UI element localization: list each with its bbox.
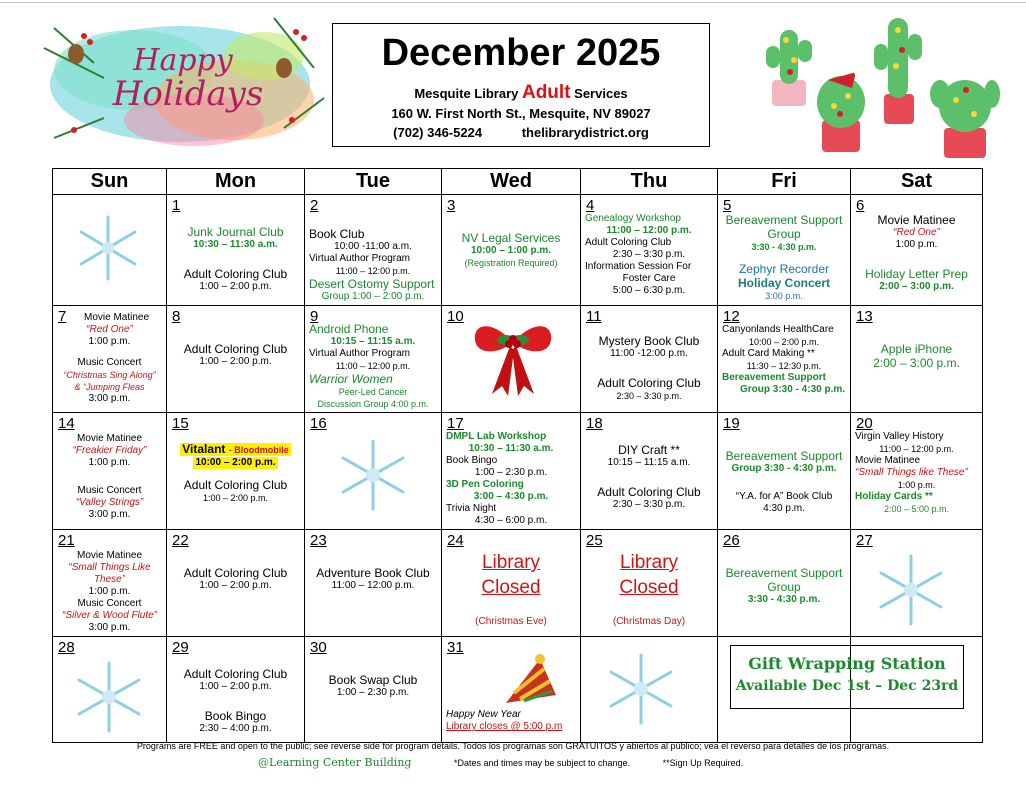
event-time: 1:00 p.m. (895, 239, 938, 250)
event-subtitle: “Small Things like These” (855, 467, 968, 478)
event-subtitle: “Red One” (893, 227, 940, 238)
library-address: 160 W. First North St., Mesquite, NV 89027 (391, 106, 651, 121)
event-title: Genealogy Workshop (585, 213, 681, 224)
event-time: 10:15 – 11:15 a.m. (330, 336, 416, 347)
event-title: Bereavement Support (725, 449, 843, 463)
event-title: Bereavement Support (725, 566, 843, 580)
day-number: 1 (172, 197, 181, 214)
event-subtitle: “Freakier Friday” (72, 445, 147, 456)
day-cell-24[interactable] (442, 530, 581, 637)
day-number: 19 (723, 415, 740, 432)
event-time: 10:00 – 2:00 p.m. (748, 337, 820, 347)
event-title: Information Session For (585, 261, 692, 272)
event-title: Junk Journal Club (187, 225, 284, 239)
library-phone: (702) 346-5224 (393, 125, 483, 140)
event-subtitle: “Christmas Sing Along” (63, 370, 156, 380)
day-number: 23 (310, 532, 327, 549)
cactus-christmas-art (760, 10, 1000, 162)
event-time: 11:00 – 12:00 p.m. (335, 266, 411, 276)
event-time: 11:00 – 12:00 p.m. (331, 580, 415, 591)
day-cell-30[interactable] (305, 637, 442, 743)
event-title: DMPL Lab Workshop (446, 431, 547, 442)
event-title: Movie Matinee (855, 455, 921, 466)
art-text-happy: Happy (133, 43, 233, 78)
event-time: 3:30 - 4:30 p.m. (747, 594, 821, 605)
event-time: 2:00 – 3:00 p.m. (879, 281, 954, 292)
gift-wrapping-dates: Available Dec 1st – Dec 23rd (735, 678, 959, 694)
event-time: 10:15 – 11:15 a.m. (607, 457, 691, 468)
event-time: 1:00 p.m. (88, 586, 131, 597)
event-title: Group (767, 227, 801, 241)
event-title: Book Bingo (446, 455, 498, 466)
day-cell-23[interactable] (305, 530, 442, 637)
event-title: Group (767, 580, 801, 594)
day-cell-9[interactable] (305, 306, 442, 413)
day-number: 24 (447, 532, 464, 549)
library-subtitle (333, 82, 709, 104)
event-title: Peer-Led Cancer (338, 387, 408, 397)
event-subtitle: “Valley Strings” (75, 497, 144, 508)
event-time: 3:00 p.m. (88, 509, 131, 520)
event-title: Music Concert (77, 598, 142, 609)
event-time: 3:00 p.m. (88, 622, 131, 633)
footer-note: Programs are FREE and open to the public; see reverse side for program details. Todos los programas son GRATUITOS y abiertos al público; vea el reverso para detalles de los programas. (136, 741, 890, 751)
event-time: 11:30 – 12:30 p.m. (746, 361, 822, 371)
event-title: DIY Craft ** (618, 443, 680, 457)
week-row (53, 195, 983, 306)
event-time: 11:00 – 12:00 p.m. (879, 444, 954, 454)
day-number: 27 (856, 532, 873, 549)
library-contact (333, 125, 709, 140)
day-cell-3[interactable] (442, 195, 581, 306)
event-title: Virtual Author Program (309, 253, 410, 264)
event-title: Bereavement Support (725, 213, 843, 227)
event-title: Virtual Author Program (309, 348, 410, 359)
footer-secondary (258, 756, 743, 769)
day-cell-6[interactable] (851, 195, 983, 306)
art-text-holidays: Holidays (112, 74, 264, 114)
subtitle-library: Mesquite Library (414, 86, 519, 101)
top-rule (0, 2, 1026, 3)
event-time: 1:00 – 2:00 p.m. (202, 493, 269, 503)
event-time: 3:30 - 4:30 p.m. (751, 242, 817, 252)
day-number: 4 (586, 197, 595, 214)
signup-note: **Sign Up Required. (662, 758, 744, 768)
week-row (53, 413, 983, 530)
event-time: 4:30 p.m. (763, 503, 805, 514)
day-cell-15[interactable] (167, 413, 305, 530)
event-title: Movie Matinee (76, 433, 143, 444)
event-title: Zephyr Recorder (738, 262, 830, 276)
event-note: Library closes @ 5:00 p.m (446, 721, 563, 732)
snowflake-icon (603, 651, 679, 727)
event-time: 1:00 p.m. (88, 336, 131, 347)
event-subtitle: & “Jumping Fleas (74, 382, 145, 392)
day-cell-12[interactable] (718, 306, 851, 413)
event-title: Movie Matinee (877, 213, 956, 227)
day-cell-2[interactable] (305, 195, 442, 306)
event-time: 1:00 p.m. (897, 480, 936, 490)
event-time: 1:00 – 2:30 p.m. (336, 687, 410, 698)
event-time: 1:00 – 2:00 p.m. (199, 356, 272, 367)
day-cell-7[interactable] (53, 306, 167, 413)
event-title: Mystery Book Club (598, 334, 700, 348)
holiday-name: (Christmas Eve) (475, 616, 547, 627)
event-title: 3D Pen Coloring (446, 479, 524, 490)
event-time: 1:00 p.m. (88, 457, 131, 468)
event-time: 2:30 – 3:30 p.m. (612, 249, 686, 260)
event-title: Adult Coloring Club (183, 342, 288, 356)
event-title: Book Club (309, 227, 365, 241)
day-number: 16 (310, 415, 327, 432)
week-row (53, 306, 983, 413)
weekday-mon: Mon (167, 169, 305, 195)
weekday-fri: Fri (718, 169, 851, 195)
day-number: 6 (856, 197, 865, 214)
day-cell-5[interactable] (718, 195, 851, 306)
event-time: 10:30 – 11:30 a.m. (468, 443, 554, 454)
event-time: Group 3:30 - 4:30 p.m. (731, 463, 837, 474)
event-title: Movie Matinee (76, 550, 143, 561)
event-time: 11:00 – 12:00 p.m. (606, 225, 692, 236)
event-time: 1:00 – 2:00 p.m. (199, 281, 272, 292)
day-number: 15 (172, 415, 189, 432)
party-hat-icon (500, 651, 562, 713)
weekday-sun: Sun (53, 169, 167, 195)
title-box (332, 23, 710, 147)
event-title: Adult Card Making ** (722, 348, 815, 359)
event-title: Adult Coloring Club (183, 566, 288, 580)
day-cell-18[interactable] (581, 413, 718, 530)
event-title: Adult Coloring Club (183, 667, 288, 681)
snowflake-icon (73, 213, 143, 283)
event-title: Book Swap Club (328, 673, 418, 687)
day-number: 30 (310, 639, 327, 656)
library-website[interactable]: thelibrarydistrict.org (521, 125, 649, 140)
day-number: 5 (723, 197, 732, 214)
day-number: 25 (586, 532, 603, 549)
snowflake-icon (335, 437, 411, 513)
event-title: Foster Care (622, 273, 676, 284)
event-subtitle: “Red One” (86, 324, 133, 335)
event-title: Warrior Women (309, 372, 393, 386)
day-cell-17[interactable] (442, 413, 581, 530)
event-title: Happy New Year (446, 709, 521, 720)
day-cell-16[interactable] (305, 413, 442, 530)
event-subtitle: “Small Things Like These” (68, 562, 151, 585)
day-cell-13[interactable] (851, 306, 983, 413)
day-number: 18 (586, 415, 603, 432)
event-title: Adult Coloring Club (183, 267, 288, 281)
event-title: Holiday Cards ** (855, 491, 933, 502)
day-cell-28[interactable] (53, 637, 167, 743)
event-time: 5:00 – 6:30 p.m. (612, 285, 686, 296)
event-time: 2:00 – 5:00 p.m. (883, 504, 950, 514)
day-cell-10[interactable] (442, 306, 581, 413)
weekday-tue: Tue (305, 169, 442, 195)
event-title: Trivia Night (446, 503, 497, 514)
holiday-art-text (98, 43, 268, 114)
day-cell-14[interactable] (53, 413, 167, 530)
event-title: Holiday Letter Prep (865, 267, 968, 281)
weekday-header-row (53, 169, 983, 195)
day-number: 31 (447, 639, 464, 656)
library-closed-label: Library (619, 552, 679, 573)
event-time: Group 3:30 - 4:30 p.m. (740, 384, 846, 395)
week-row (53, 530, 983, 637)
day-number: 26 (723, 532, 740, 549)
day-cell-29[interactable] (167, 637, 305, 743)
event-title: Adult Coloring Club (597, 376, 701, 390)
snowflake-icon (873, 552, 949, 628)
event-title: Virgin Valley History (855, 431, 944, 442)
event-subtitle: “Silver & Wood Flute” (61, 610, 158, 621)
event-title: Canyonlands HealthCare (722, 324, 834, 335)
day-cell-8[interactable] (167, 306, 305, 413)
day-cell-4[interactable] (581, 195, 718, 306)
event-title: Adult Coloring Club (585, 237, 672, 248)
event-time: 3:00 p.m. (88, 393, 131, 404)
day-number: 28 (58, 639, 75, 656)
event-note: (Registration Required) (464, 258, 558, 268)
event-title: Movie Matinee (83, 312, 150, 323)
library-closed-label: Library (481, 552, 541, 573)
snowflake-icon (71, 659, 147, 735)
event-time: 1:00 – 2:00 p.m. (199, 681, 272, 692)
event-time: 2:30 – 3:30 p.m. (616, 391, 682, 401)
day-number: 21 (58, 532, 75, 549)
red-bow-icon (468, 312, 558, 398)
weekday-wed: Wed (442, 169, 581, 195)
day-number: 14 (58, 415, 75, 432)
event-title: Android Phone (309, 322, 389, 336)
learning-center-note: @Learning Center Building (258, 756, 412, 769)
event-title: Adult Coloring Club (183, 478, 288, 492)
day-number: 29 (172, 639, 189, 656)
event-title: Music Concert (77, 357, 142, 368)
event-time: 11:00 -12:00 p.m. (610, 348, 688, 359)
day-cell-27[interactable] (851, 530, 983, 637)
day-number: 12 (723, 308, 740, 325)
event-time: 2:30 – 4:00 p.m. (199, 723, 272, 734)
event-time: 1:00 – 2:30 p.m. (474, 467, 548, 478)
event-title: “Y.A. for A” Book Club (735, 491, 833, 502)
day-number: 20 (856, 415, 873, 432)
event-title: Adult Coloring Club (597, 485, 701, 499)
day-cell-21[interactable] (53, 530, 167, 637)
event-time: 2:30 – 3:30 p.m. (612, 499, 686, 510)
event-time: 1:00 – 2:00 p.m. (199, 580, 272, 591)
event-time: Group 1:00 – 2:00 p.m. (321, 291, 425, 302)
day-cell-26[interactable] (718, 530, 851, 637)
holiday-name: (Christmas Day) (612, 616, 686, 627)
weekday-thu: Thu (581, 169, 718, 195)
day-number: 10 (447, 308, 464, 325)
event-time: 10:00 – 1:00 p.m. (470, 245, 552, 256)
gift-wrapping-title: Gift Wrapping Station (748, 654, 946, 673)
event-time: Discussion Group 4:00 p.m. (317, 399, 429, 409)
day-number: 7 (58, 308, 67, 325)
day-number: 11 (586, 308, 602, 325)
event-time: 10:00 -11:00 a.m. (334, 241, 412, 252)
event-title: Desert Ostomy Support (309, 277, 435, 291)
day-number: 2 (310, 197, 319, 214)
subtitle-services: Services (574, 86, 628, 101)
event-title (180, 443, 290, 456)
event-title: Book Bingo (204, 709, 267, 723)
event-title: Music Concert (77, 485, 142, 496)
day-number: 13 (856, 308, 873, 325)
page-title: December 2025 (381, 32, 661, 74)
event-title: Holiday Concert (737, 276, 830, 290)
day-number: 17 (447, 415, 464, 432)
day-cell-25[interactable] (581, 530, 718, 637)
event-time: 10:00 – 2:00 p.m. (195, 457, 276, 468)
day-cell-1[interactable] (167, 195, 305, 306)
bloodmobile-label: - Bloodmobile (228, 445, 289, 455)
schedule-change-note: *Dates and times may be subject to change. (453, 758, 631, 768)
subtitle-adult: Adult (521, 82, 571, 103)
event-title: Apple iPhone (880, 342, 953, 356)
empty-day-cell (581, 637, 718, 743)
event-time: 11:00 – 12:00 p.m. (335, 361, 411, 371)
day-cell-11[interactable] (581, 306, 718, 413)
event-time: 4:30 – 6:00 p.m. (474, 515, 548, 526)
gift-wrapping-notice (730, 645, 964, 709)
event-title: Adventure Book Club (316, 566, 430, 580)
day-number: 3 (447, 197, 456, 214)
library-closed-label: Closed (619, 577, 679, 598)
event-time: 3:00 p.m. (765, 291, 803, 301)
event-time: 3:00 – 4:30 p.m. (473, 491, 549, 502)
empty-day-cell (53, 195, 167, 306)
day-cell-19[interactable] (718, 413, 851, 530)
vitalant-label: Vitalant (182, 442, 226, 456)
event-title: Bereavement Support (722, 372, 826, 383)
event-title: NV Legal Services (461, 231, 561, 245)
day-cell-22[interactable] (167, 530, 305, 637)
day-cell-31[interactable] (442, 637, 581, 743)
weekday-sat: Sat (851, 169, 983, 195)
library-closed-label: Closed (481, 577, 541, 598)
day-number: 22 (172, 532, 189, 549)
day-number: 9 (310, 308, 319, 325)
event-time: 2:00 – 3:00 p.m. (873, 356, 960, 370)
day-cell-20[interactable] (851, 413, 983, 530)
event-time: 10:30 – 11:30 a.m. (193, 239, 278, 250)
day-number: 8 (172, 308, 181, 325)
